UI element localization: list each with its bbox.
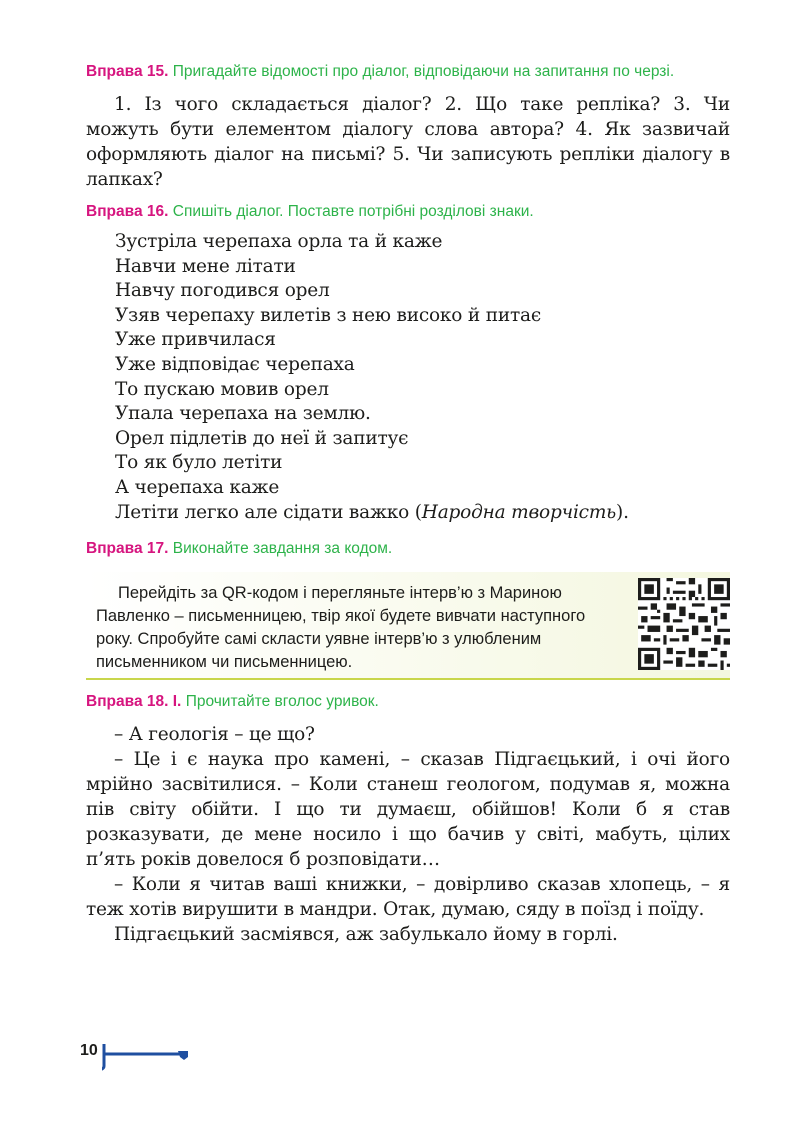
page-number: 10 bbox=[80, 1042, 98, 1059]
exercise-15-questions: 1. Із чого складається діалог? 2. Що таке репліка? 3. Чи можуть бути елементом діалогу слова автора? 4. Як зазвичай оформляють діалог на письмі? 5. Чи записують репліки діалогу в лапках? bbox=[86, 94, 730, 190]
dialog-line: Зустріла черепаха орла та й каже bbox=[115, 231, 443, 252]
dialog-line: А черепаха каже bbox=[115, 476, 280, 498]
dialog-line: То пускаю мовив орел bbox=[115, 378, 329, 400]
exercise-18-label: Вправа 18. І. bbox=[86, 693, 182, 711]
dialog-source: Народна творчість bbox=[421, 501, 617, 523]
exercise-17-title bbox=[86, 539, 730, 559]
exercise-15-label: Вправа 15. bbox=[86, 63, 169, 80]
dialog-line: Узяв черепаху вилетів з нею високо й питає bbox=[115, 304, 542, 326]
dialog-line: Навчи мене літати bbox=[115, 255, 296, 277]
exercise-16-instruction: Спишіть діалог. Поставте потрібні розділові знаки. bbox=[172, 203, 534, 220]
page-footer bbox=[80, 1042, 200, 1072]
excerpt-paragraph: – А геологія – це що? bbox=[114, 724, 315, 746]
page-footer-ornament-icon bbox=[102, 1042, 202, 1072]
excerpt-paragraph: – Це і є наука про камені, – сказав Підгаєцький, і очі його мрійно засвітилися. – Коли станеш геологом, подумав я, можна пів світу обійти. І що ти думаєш, обійшов! Коли б я став розказувати, де мене носило і що бачив у світі, мабуть, цілих п’ять років довелося б розповідати… bbox=[86, 749, 730, 871]
exercise-17-instruction: Виконайте завдання за кодом. bbox=[172, 540, 393, 558]
dialog-last-end: ). bbox=[616, 501, 629, 523]
exercise-18-instruction: Прочитайте вголос уривок. bbox=[185, 693, 379, 711]
dialog-text bbox=[86, 230, 730, 525]
exercise-17-label: Вправа 17. bbox=[86, 540, 169, 558]
qr-code-icon[interactable] bbox=[638, 578, 730, 670]
excerpt-paragraph: – Коли я читав ваші книжки, – довірливо сказав хлопець, – я теж хотів вирушити в мандри. Отак, думаю, сяду в поїзд і поїду. bbox=[86, 874, 730, 921]
dialog-line: Орел підлетів до неї й запитує bbox=[115, 427, 409, 449]
excerpt bbox=[86, 722, 730, 947]
dialog-last-text: Летіти легко але сідати важко ( bbox=[115, 501, 422, 523]
qr-task-box bbox=[86, 572, 730, 680]
dialog-line: Упала черепаха на землю. bbox=[115, 403, 371, 425]
excerpt-paragraph: Підгаєцький засміявся, аж забулькало йому в горлі. bbox=[114, 924, 618, 946]
dialog-line: То як було летіти bbox=[115, 452, 283, 474]
exercise-15-instruction: Пригадайте відомості про діалог, відповідаючи на запитання по черзі. bbox=[172, 63, 675, 80]
qr-task-text: Перейдіть за QR-кодом і перегляньте інтерв’ю з Мариною Павленко – письменницею, твір якої будете вивчати наступного року. Спробуйте самі скласти уявне інтерв’ю з улюбленим письменником чи письменницею. bbox=[96, 584, 586, 672]
exercise-16-label: Вправа 16. bbox=[86, 203, 169, 220]
exercise-16-title bbox=[86, 202, 730, 222]
dialog-line: Уже відповідає черепаха bbox=[115, 353, 355, 375]
dialog-line: Навчу погодився орел bbox=[115, 280, 330, 302]
dialog-line: Уже привчилася bbox=[115, 329, 276, 351]
dialog-line-last bbox=[115, 501, 730, 526]
exercise-15-title bbox=[86, 62, 730, 82]
page-content bbox=[86, 62, 730, 947]
exercise-18-title bbox=[86, 692, 730, 712]
